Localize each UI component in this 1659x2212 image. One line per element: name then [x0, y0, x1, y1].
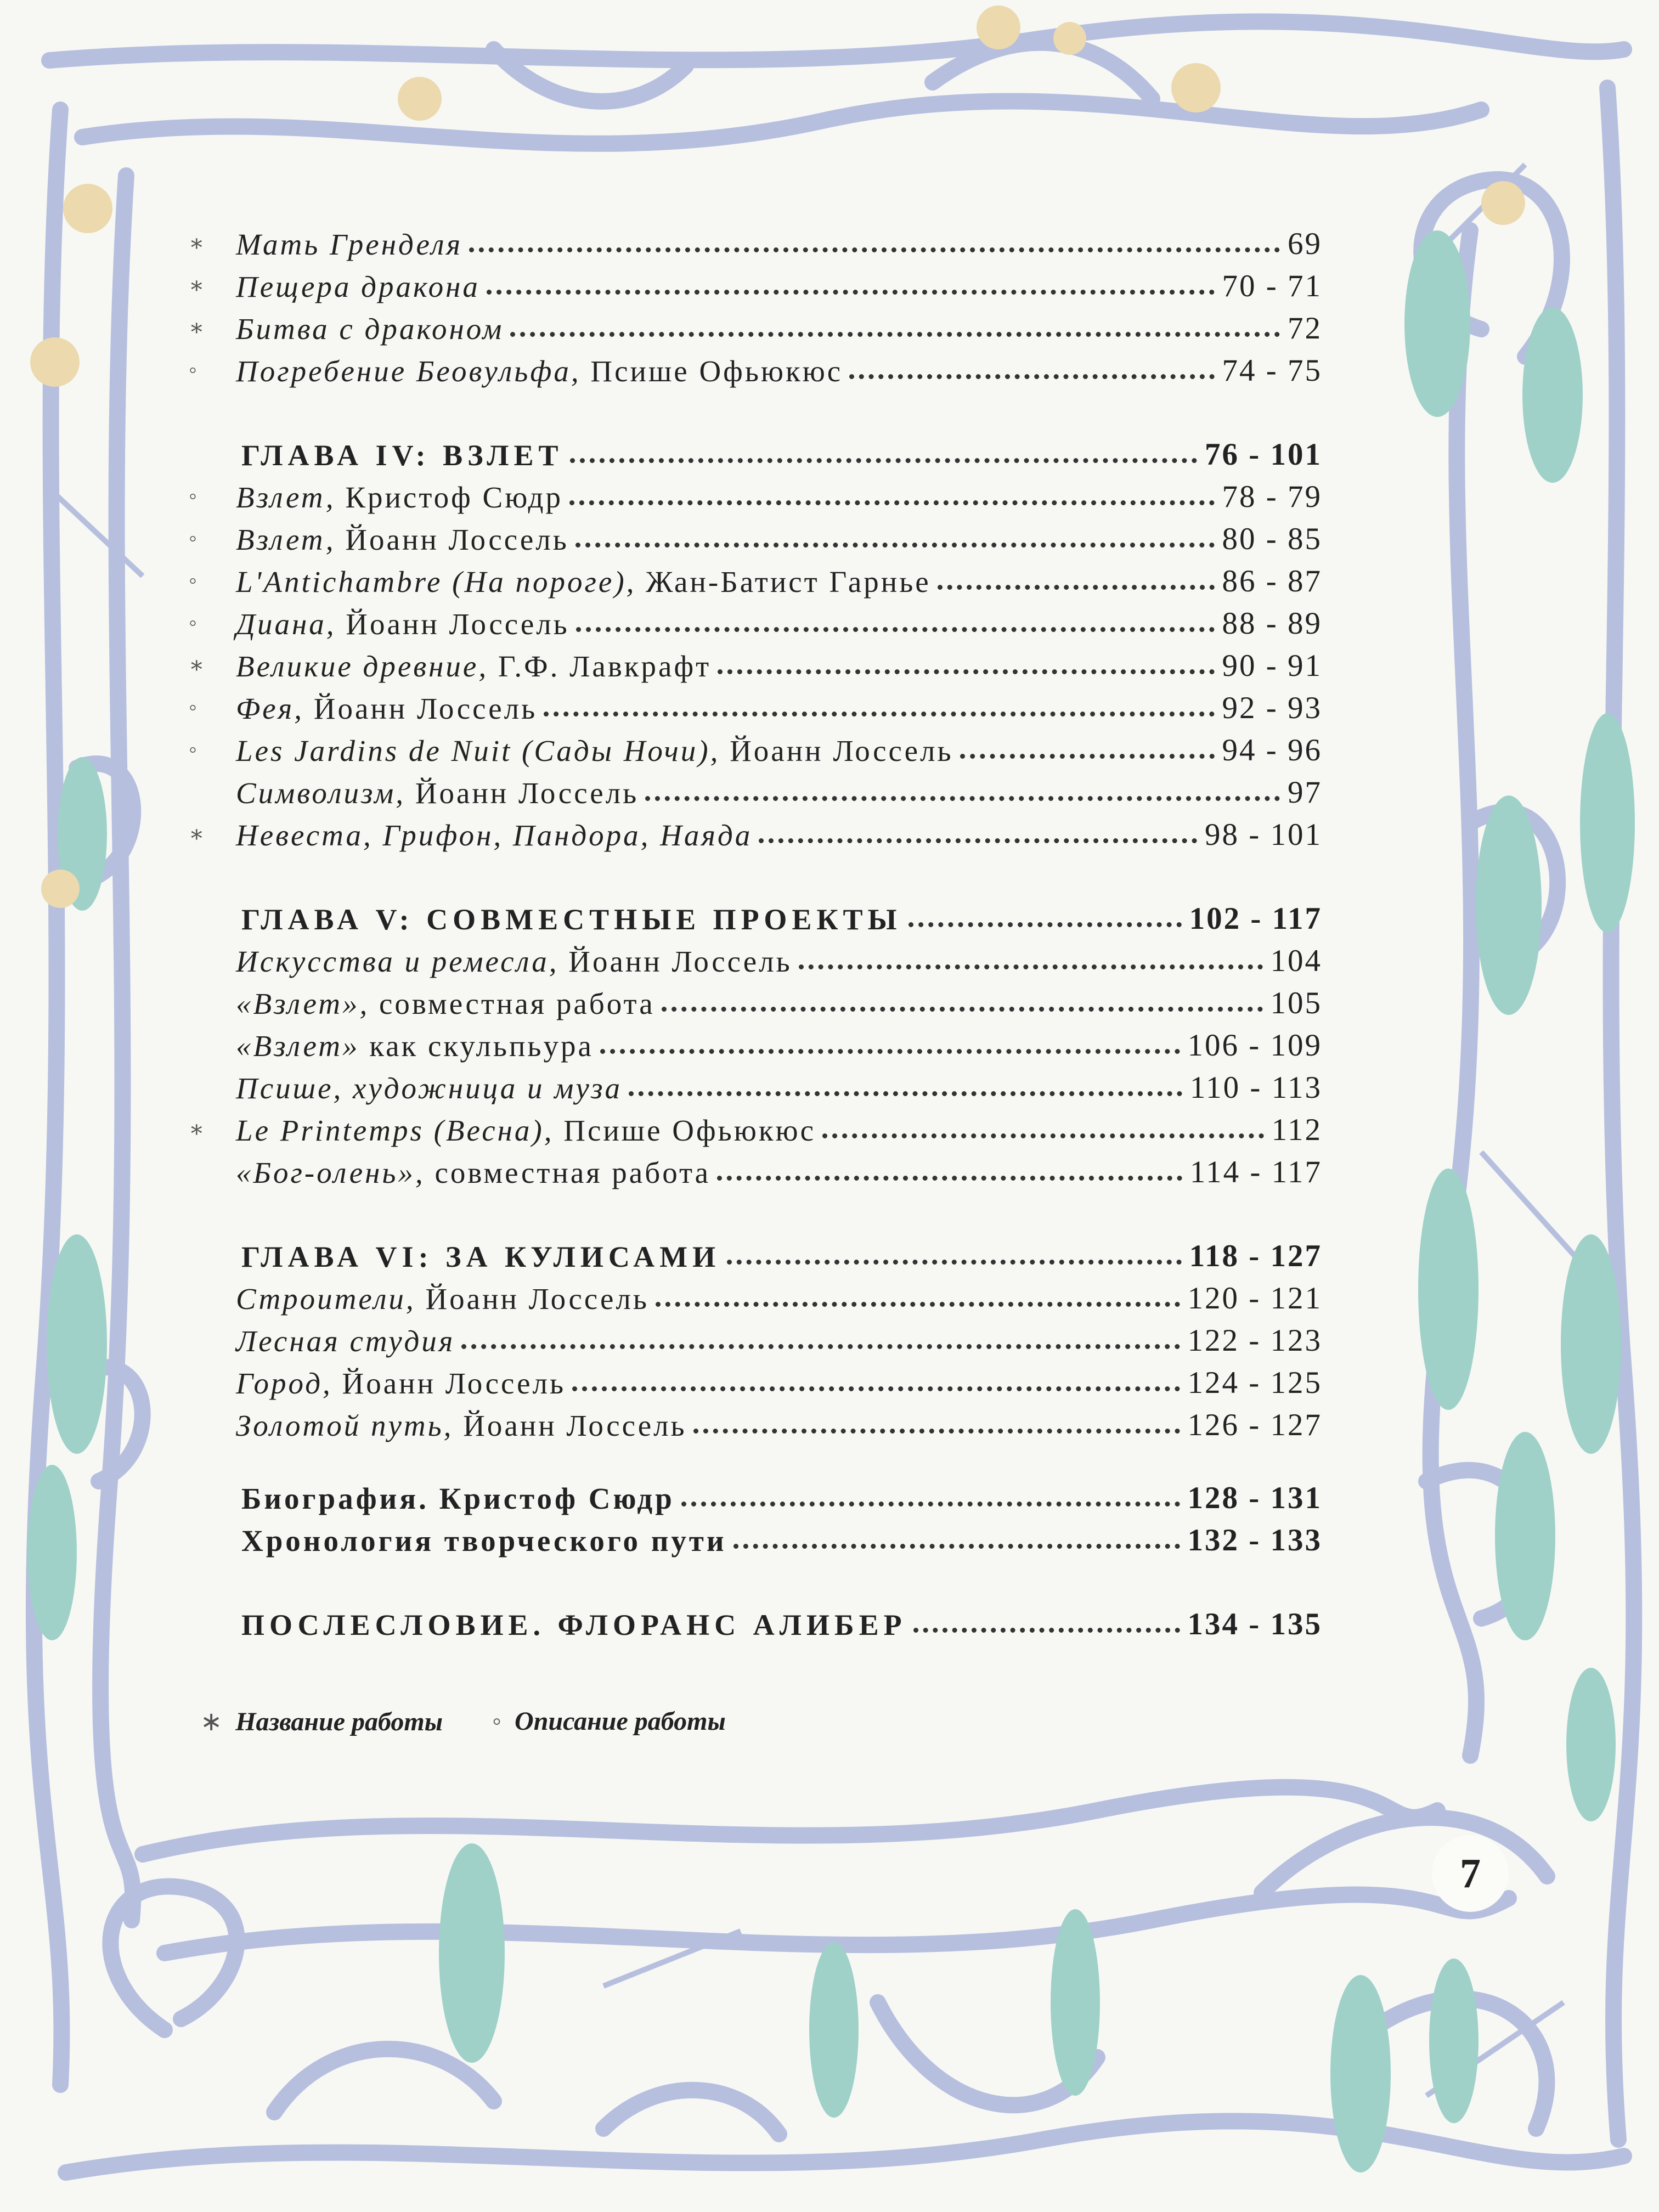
- toc-title: [192, 944, 795, 979]
- toc-title-author: Йоанн Лоссель: [405, 776, 639, 810]
- dot-leader: [487, 290, 1215, 295]
- toc-page-range: 106 - 109: [1187, 1028, 1322, 1063]
- legend: [200, 1706, 726, 1737]
- toc-page-range: 69: [1288, 227, 1322, 261]
- toc-title: ГЛАВА IV: ВЗЛЕТ: [241, 439, 563, 472]
- toc-entry-row: [192, 1063, 1322, 1105]
- toc-title-italic: L'Antichambre (На пороге),: [236, 565, 636, 599]
- toc-page-range: 72: [1288, 311, 1322, 346]
- ring-marker-icon: ◦: [189, 358, 197, 383]
- dot-leader: [645, 796, 1280, 801]
- toc-title: [192, 1029, 597, 1063]
- toc-title-italic: Взлет,: [236, 481, 336, 514]
- toc-page-range: 132 - 133: [1187, 1523, 1322, 1558]
- toc-title-author: совместная работа: [425, 1156, 711, 1189]
- table-of-contents: [189, 219, 1322, 1642]
- toc-title-italic: Псише, художница и муза: [236, 1071, 623, 1105]
- toc-title: Хронология творческого пути: [241, 1524, 727, 1558]
- dot-leader: [693, 1429, 1180, 1434]
- toc-title: [192, 1155, 714, 1190]
- star-marker-icon: ∗: [189, 653, 205, 678]
- toc-title-italic: Лесная студия: [236, 1324, 455, 1358]
- dot-leader: [510, 332, 1280, 337]
- dot-leader: [913, 1628, 1180, 1633]
- toc-page-range: 114 - 117: [1189, 1155, 1322, 1189]
- toc-entry-row: [189, 641, 1322, 684]
- dot-leader: [461, 1344, 1180, 1349]
- dot-leader: [469, 247, 1280, 252]
- toc-title-italic: «Взлет»,: [236, 987, 370, 1020]
- toc-entry-row: [189, 1105, 1322, 1148]
- dot-leader: [759, 838, 1197, 843]
- toc-page-range: 76 - 101: [1205, 437, 1322, 472]
- dot-leader: [909, 922, 1182, 927]
- toc-title: ПОСЛЕСЛОВИЕ. ФЛОРАНС АЛИБЕР: [241, 1609, 907, 1641]
- dot-leader: [544, 712, 1214, 716]
- ring-marker-icon: ◦: [189, 568, 197, 594]
- toc-title-italic: Погребение Беовульфа,: [236, 354, 581, 388]
- toc-title: [192, 691, 540, 726]
- toc-title: [192, 818, 755, 853]
- toc-title: [192, 227, 466, 262]
- toc-page-range: 86 - 87: [1222, 564, 1322, 599]
- dot-leader: [570, 458, 1198, 463]
- star-marker-icon: ∗: [189, 1117, 205, 1142]
- toc-page-range: 124 - 125: [1187, 1365, 1322, 1400]
- ring-marker-icon: ◦: [189, 695, 197, 720]
- toc-title-italic: Пещера дракона: [236, 270, 480, 303]
- toc-title: [192, 1324, 458, 1358]
- toc-title: [192, 986, 658, 1021]
- toc-title: ГЛАВА VI: ЗА КУЛИСАМИ: [241, 1240, 721, 1273]
- dot-leader: [727, 1260, 1182, 1265]
- toc-entry-row: [189, 515, 1322, 557]
- toc-title: [192, 1071, 625, 1105]
- toc-title-author: Г.Ф. Лавкрафт: [488, 650, 712, 683]
- star-marker-icon: ∗: [189, 822, 205, 847]
- toc-title-italic: Мать Гренделя: [236, 228, 463, 261]
- toc-entry-row: [192, 979, 1322, 1021]
- star-marker-icon: ∗: [189, 315, 205, 341]
- dot-leader: [575, 543, 1215, 548]
- toc-page-range: 94 - 96: [1222, 733, 1322, 768]
- dot-leader: [629, 1091, 1182, 1096]
- toc-entry-row: [189, 346, 1322, 388]
- toc-title-italic: Взлет,: [236, 523, 336, 556]
- star-marker-icon: ∗: [189, 231, 205, 256]
- toc-title-italic: Фея,: [236, 692, 304, 725]
- toc-entry-row: [192, 1316, 1322, 1358]
- toc-chapter-row: [192, 1600, 1322, 1642]
- toc-page-range: 74 - 75: [1222, 353, 1322, 388]
- legend-ring-label: Описание работы: [515, 1707, 726, 1736]
- toc-title: [192, 1366, 569, 1401]
- legend-star-item: [200, 1706, 443, 1737]
- toc-title-italic: «Взлет»: [236, 1029, 360, 1063]
- toc-title-italic: Город,: [236, 1367, 332, 1400]
- star-marker-icon: ∗: [189, 273, 205, 298]
- toc-page-range: 97: [1288, 775, 1322, 810]
- toc-entry-row: [192, 1021, 1322, 1063]
- toc-title: [192, 607, 573, 641]
- toc-title: [192, 649, 714, 684]
- toc-title-author: Псише Офьюкюс: [580, 354, 843, 388]
- toc-entry-row: [189, 219, 1322, 262]
- toc-page-range: 112: [1271, 1113, 1322, 1147]
- toc-page-range: 98 - 101: [1205, 817, 1322, 852]
- toc-entry-row: [189, 810, 1322, 853]
- toc-page-range: 122 - 123: [1187, 1323, 1322, 1358]
- toc-title-author: Жан-Батист Гарнье: [636, 565, 931, 599]
- toc-entry-row: [189, 684, 1322, 726]
- dot-leader: [733, 1544, 1180, 1549]
- toc-page-range: 88 - 89: [1222, 606, 1322, 641]
- legend-ring-item: [492, 1706, 726, 1737]
- dot-leader: [717, 1176, 1182, 1181]
- toc-entry-row: [189, 599, 1322, 641]
- dot-leader: [600, 1049, 1180, 1054]
- toc-title-italic: Битва с драконом: [236, 312, 504, 346]
- toc-page-range: 120 - 121: [1187, 1281, 1322, 1316]
- toc-title-author: Йоанн Лоссель: [415, 1282, 649, 1316]
- toc-page-range: 92 - 93: [1222, 691, 1322, 725]
- toc-title-italic: Золотой путь,: [236, 1409, 454, 1442]
- dot-leader: [822, 1133, 1264, 1138]
- toc-title: [192, 1113, 819, 1148]
- toc-title: [192, 1408, 690, 1443]
- toc-title-italic: Строители,: [236, 1282, 416, 1316]
- toc-title-author: Йоанн Лоссель: [453, 1409, 687, 1442]
- toc-page-range: 134 - 135: [1187, 1607, 1322, 1641]
- toc-title-author: Кристоф Сюдр: [335, 481, 563, 514]
- toc-entry-row: [192, 768, 1322, 810]
- dot-leader: [656, 1302, 1180, 1307]
- dot-leader: [576, 627, 1215, 632]
- toc-title: [192, 1282, 652, 1316]
- toc-chapter-row: [192, 1232, 1322, 1274]
- toc-title-author: Йоанн Лоссель: [720, 734, 953, 768]
- toc-entry-row: [192, 1148, 1322, 1190]
- toc-entry-row: [189, 472, 1322, 515]
- toc-title: [192, 312, 507, 346]
- dot-leader: [849, 374, 1214, 379]
- dot-leader: [960, 754, 1215, 759]
- ring-marker-icon: ◦: [189, 526, 197, 551]
- dot-leader: [572, 1386, 1180, 1391]
- toc-title: ГЛАВА V: СОВМЕСТНЫЕ ПРОЕКТЫ: [241, 903, 902, 936]
- dot-leader: [938, 585, 1215, 590]
- toc-page-range: 102 - 117: [1189, 901, 1322, 936]
- toc-page-range: 70 - 71: [1222, 269, 1322, 303]
- legend-star-label: Название работы: [235, 1707, 443, 1736]
- toc-title-author: Йоанн Лоссель: [558, 945, 792, 978]
- dot-leader: [718, 669, 1214, 674]
- toc-page-range: 128 - 131: [1187, 1481, 1322, 1515]
- toc-entry-row: [189, 262, 1322, 304]
- toc-page-range: 80 - 85: [1222, 522, 1322, 556]
- toc-entry-row: [189, 557, 1322, 599]
- toc-page-range: 90 - 91: [1222, 648, 1322, 683]
- toc-title: Биография. Кристоф Сюдр: [241, 1482, 675, 1515]
- toc-entry-row: [192, 936, 1322, 979]
- toc-title-author: как скульпьура: [359, 1029, 594, 1063]
- toc-title: [192, 480, 566, 515]
- toc-page-range: 105: [1270, 986, 1322, 1020]
- toc-title: [192, 733, 957, 768]
- toc-title: [192, 776, 642, 810]
- toc-title: [192, 269, 483, 304]
- toc-entry-row: [192, 1516, 1322, 1558]
- dot-leader: [662, 1007, 1263, 1012]
- toc-title-author: Йоанн Лоссель: [335, 523, 569, 556]
- dot-leader: [681, 1502, 1180, 1506]
- star-marker-icon: ∗: [200, 1707, 223, 1736]
- toc-entry-row: [192, 1358, 1322, 1401]
- toc-title-italic: Диана,: [236, 607, 336, 641]
- toc-title-author: Йоанн Лоссель: [332, 1367, 566, 1400]
- dot-leader: [569, 500, 1215, 505]
- toc-title-italic: Искусства и ремесла,: [236, 945, 559, 978]
- dot-leader: [799, 964, 1263, 969]
- toc-entry-row: [192, 1474, 1322, 1516]
- toc-page-range: 126 - 127: [1187, 1408, 1322, 1442]
- toc-chapter-row: [192, 894, 1322, 936]
- ring-marker-icon: ◦: [189, 611, 197, 636]
- toc-title: [192, 565, 934, 599]
- toc-title: [192, 354, 846, 388]
- toc-entry-row: [192, 1274, 1322, 1316]
- toc-title-author: совместная работа: [369, 987, 655, 1020]
- toc-page-range: 110 - 113: [1189, 1070, 1322, 1105]
- toc-entry-row: [189, 304, 1322, 346]
- toc-title-italic: Невеста, Грифон, Пандора, Наяда: [236, 819, 753, 852]
- toc-title-italic: Le Printemps (Весна),: [236, 1114, 554, 1147]
- toc-title-author: Псише Офьюкюс: [554, 1114, 816, 1147]
- toc-page-range: 104: [1270, 944, 1322, 978]
- toc-title-italic: Les Jardins de Nuit (Сады Ночи),: [236, 734, 720, 768]
- ring-marker-icon: ◦: [189, 484, 197, 509]
- page-number: 7: [1432, 1835, 1509, 1912]
- toc-title-italic: Великие древние,: [236, 650, 489, 683]
- ring-marker-icon: ◦: [189, 737, 197, 763]
- ring-marker-icon: ◦: [492, 1707, 502, 1736]
- toc-title: [192, 522, 572, 557]
- toc-page-range: 118 - 127: [1189, 1239, 1322, 1273]
- toc-title-italic: Символизм,: [236, 776, 405, 810]
- toc-page-range: 78 - 79: [1222, 479, 1322, 514]
- toc-entry-row: [192, 1401, 1322, 1443]
- toc-title-author: Йоанн Лоссель: [303, 692, 538, 725]
- toc-entry-row: [189, 726, 1322, 768]
- toc-title-italic: «Бог-олень»,: [236, 1156, 425, 1189]
- toc-title-author: Йоанн Лоссель: [336, 607, 569, 641]
- toc-chapter-row: [192, 430, 1322, 472]
